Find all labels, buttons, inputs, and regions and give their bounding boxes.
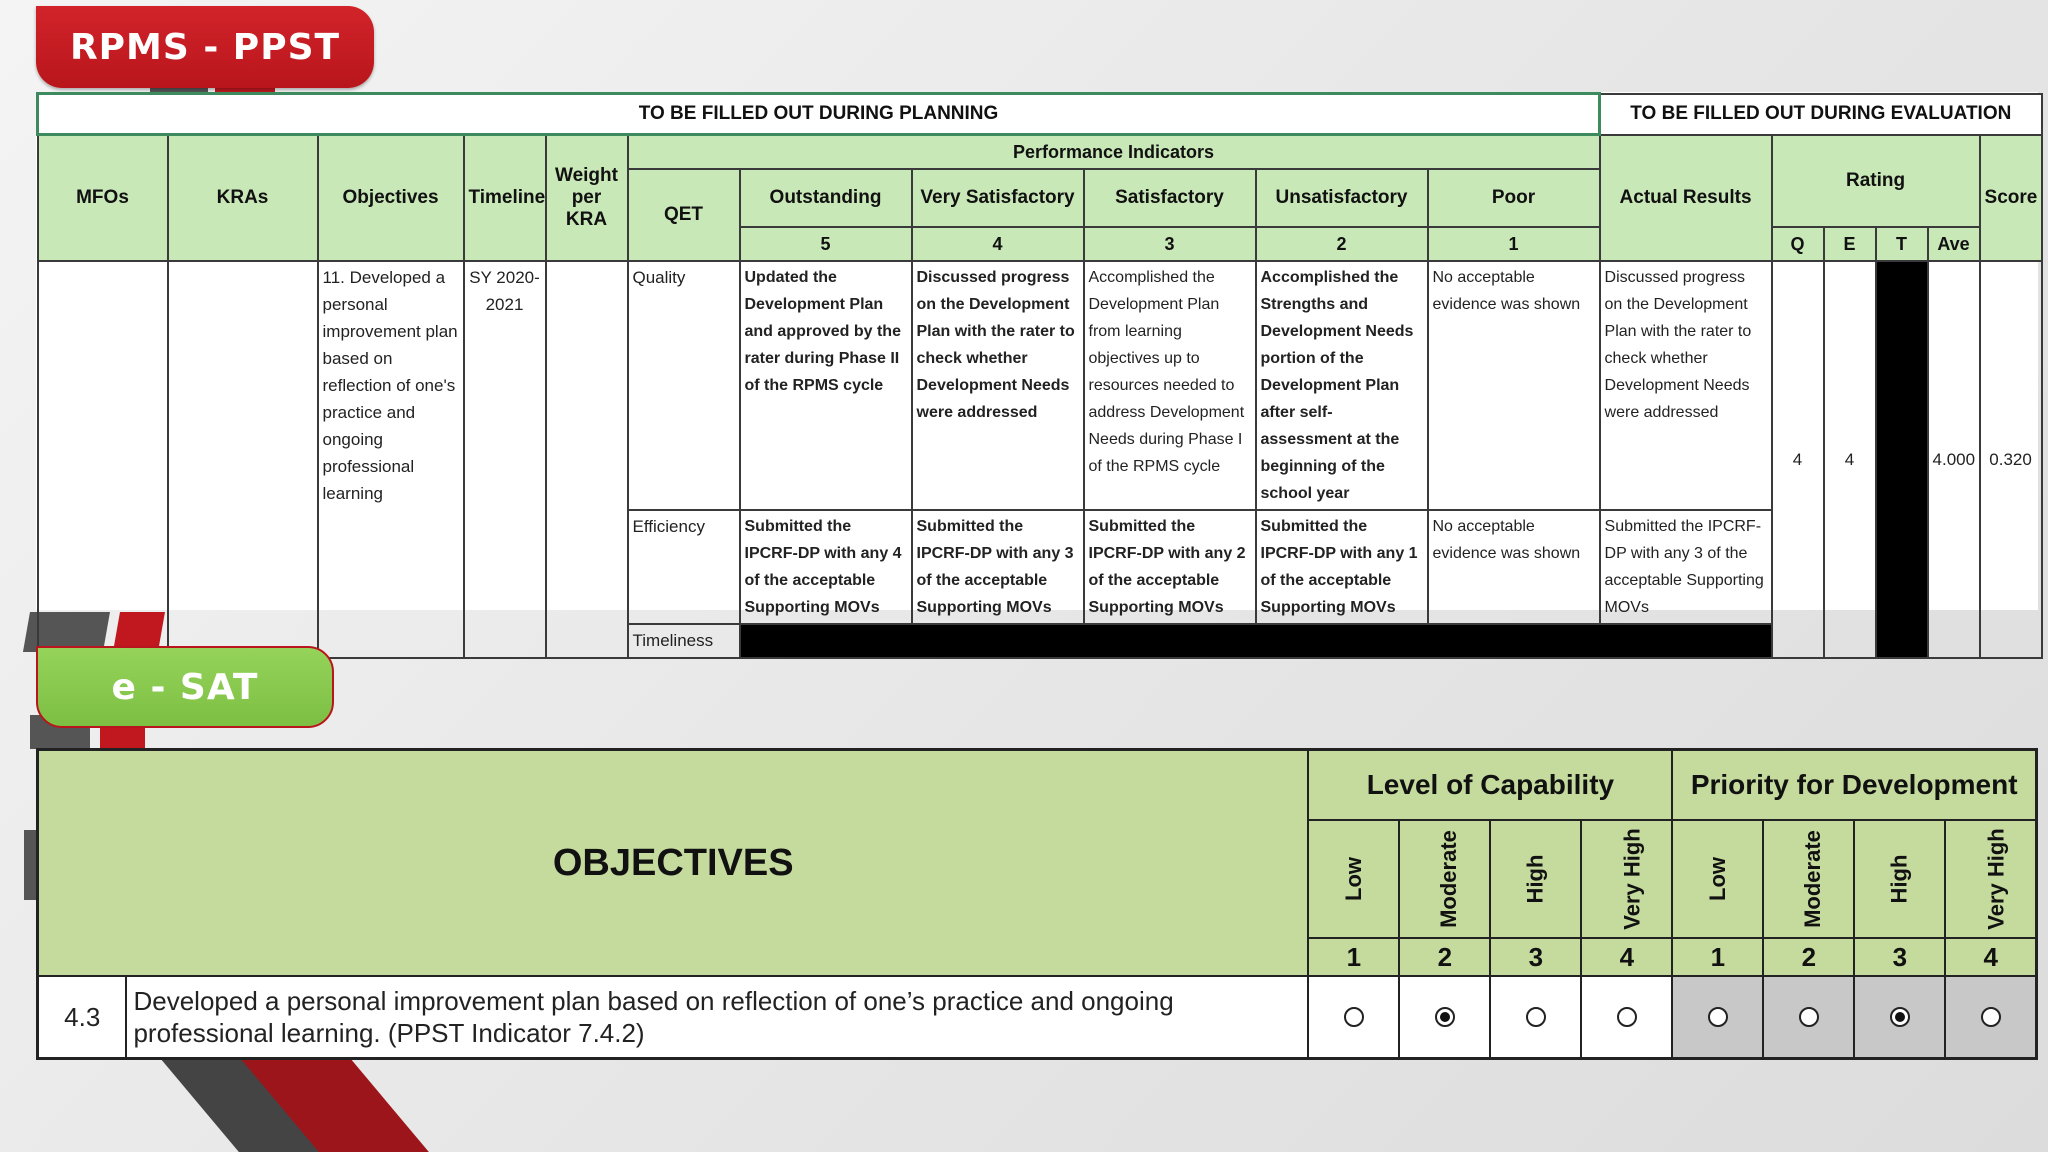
quality-outstanding: Updated the Development Plan and approved by the rater during Phase II of the RPMS cycle xyxy=(740,261,912,510)
level-num: 3 xyxy=(1084,227,1256,261)
level-num: 4 xyxy=(912,227,1084,261)
efficiency-satisfactory: Submitted the IPCRF-DP with any 2 of the acceptable Supporting MOVs xyxy=(1084,510,1256,624)
timeline-cell: SY 2020-2021 xyxy=(464,261,546,658)
priority-very-high-label: Very High xyxy=(1945,820,2036,938)
header-performance-indicators: Performance Indicators xyxy=(628,135,1600,170)
level-num: 5 xyxy=(740,227,912,261)
level-radio-cell xyxy=(1581,976,1672,1059)
quality-actual-result: Discussed progress on the Development Plan with the rater to check whether Development Needs were addressed xyxy=(1600,261,1772,510)
header-mfos: MFOs xyxy=(38,135,168,262)
scale-num: 3 xyxy=(1854,938,1945,976)
level-num: 2 xyxy=(1256,227,1428,261)
rating-t-header: T xyxy=(1876,227,1928,261)
level-moderate-label: Moderate xyxy=(1399,820,1490,938)
scale-num: 2 xyxy=(1763,938,1854,976)
planning-band: TO BE FILLED OUT DURING PLANNING xyxy=(38,94,1600,135)
header-very-satisfactory: Very Satisfactory xyxy=(912,169,1084,227)
scale-num: 4 xyxy=(1945,938,2036,976)
objective-row-number: 4.3 xyxy=(38,976,127,1059)
header-weight: Weight per KRA xyxy=(546,135,628,262)
priority-radio-cell xyxy=(1854,976,1945,1059)
timeliness-blacked-out xyxy=(740,624,1772,658)
header-qet: QET xyxy=(628,169,740,261)
priority-radio-cell xyxy=(1763,976,1854,1059)
objective-cell: 11. Developed a personal improvement plan based on reflection of one's practice and ongoing professional learning xyxy=(318,261,464,658)
header-timeline: Timeline xyxy=(464,135,546,262)
rating-q-header: Q xyxy=(1772,227,1824,261)
level-radio-4[interactable] xyxy=(1617,1007,1637,1027)
rating-e-value: 4 xyxy=(1824,261,1876,658)
weight-cell xyxy=(546,261,628,658)
priority-moderate-label: Moderate xyxy=(1763,820,1854,938)
mfos-cell xyxy=(38,261,168,658)
quality-satisfactory: Accomplished the Development Plan from learning objectives up to resources needed to address Development Needs during Phase I of the RPMS cycle xyxy=(1084,261,1256,510)
level-very-high-label: Very High xyxy=(1581,820,1672,938)
priority-low-label: Low xyxy=(1672,820,1763,938)
scale-num: 4 xyxy=(1581,938,1672,976)
header-poor: Poor xyxy=(1428,169,1600,227)
efficiency-actual-result: Submitted the IPCRF-DP with any 3 of the acceptable Supporting MOVs xyxy=(1600,510,1772,624)
header-outstanding: Outstanding xyxy=(740,169,912,227)
scale-num: 2 xyxy=(1399,938,1490,976)
level-num: 1 xyxy=(1428,227,1600,261)
esat-table xyxy=(36,748,2038,1060)
level-radio-1[interactable] xyxy=(1344,1007,1364,1027)
header-rating: Rating xyxy=(1772,135,1980,228)
priority-radio-cell xyxy=(1672,976,1763,1059)
level-radio-cell xyxy=(1308,976,1399,1059)
qet-quality: Quality xyxy=(628,261,740,510)
level-high-label: High xyxy=(1490,820,1581,938)
rating-ave-value: 4.000 xyxy=(1928,261,1980,658)
priority-radio-1[interactable] xyxy=(1708,1007,1728,1027)
priority-radio-3[interactable] xyxy=(1890,1007,1910,1027)
efficiency-outstanding: Submitted the IPCRF-DP with any 4 of the acceptable Supporting MOVs xyxy=(740,510,912,624)
header-kras: KRAs xyxy=(168,135,318,262)
header-actual-results: Actual Results xyxy=(1600,135,1772,262)
rpms-table-panel xyxy=(36,92,2038,650)
esat-table-panel xyxy=(36,748,2038,1060)
esat-tag: e - SAT xyxy=(36,646,334,728)
level-radio-cell xyxy=(1399,976,1490,1059)
priority-radio-2[interactable] xyxy=(1799,1007,1819,1027)
score-value: 0.320 xyxy=(1980,261,2042,658)
quality-unsatisfactory: Accomplished the Strengths and Development Needs portion of the Development Plan after self-assessment at the beginning of the school year xyxy=(1256,261,1428,510)
header-unsatisfactory: Unsatisfactory xyxy=(1256,169,1428,227)
level-radio-cell xyxy=(1490,976,1581,1059)
level-radio-2[interactable] xyxy=(1435,1007,1455,1027)
priority-high-label: High xyxy=(1854,820,1945,938)
efficiency-very-satisfactory: Submitted the IPCRF-DP with any 3 of the acceptable Supporting MOVs xyxy=(912,510,1084,624)
rating-q-value: 4 xyxy=(1772,261,1824,658)
rating-t-value xyxy=(1876,261,1928,658)
qet-efficiency: Efficiency xyxy=(628,510,740,624)
priority-radio-cell xyxy=(1945,976,2036,1059)
efficiency-unsatisfactory: Submitted the IPCRF-DP with any 1 of the acceptable Supporting MOVs xyxy=(1256,510,1428,624)
kras-cell xyxy=(168,261,318,658)
scale-num: 1 xyxy=(1308,938,1399,976)
qet-timeliness: Timeliness xyxy=(628,624,740,658)
scale-num: 3 xyxy=(1490,938,1581,976)
level-low-label: Low xyxy=(1308,820,1399,938)
header-objectives: Objectives xyxy=(318,135,464,262)
header-satisfactory: Satisfactory xyxy=(1084,169,1256,227)
level-of-capability-header: Level of Capability xyxy=(1308,750,1672,821)
quality-poor: No acceptable evidence was shown xyxy=(1428,261,1600,510)
objective-row-text: Developed a personal improvement plan based on reflection of one’s practice and ongoing professional learning. (PPST Indicator 7.4.2) xyxy=(126,976,1308,1059)
level-radio-3[interactable] xyxy=(1526,1007,1546,1027)
priority-for-development-header: Priority for Development xyxy=(1672,750,2036,821)
priority-radio-4[interactable] xyxy=(1981,1007,2001,1027)
efficiency-poor: No acceptable evidence was shown xyxy=(1428,510,1600,624)
header-score: Score xyxy=(1980,135,2042,262)
objectives-header: OBJECTIVES xyxy=(38,750,1309,977)
rpms-table xyxy=(36,92,2043,659)
rating-e-header: E xyxy=(1824,227,1876,261)
quality-very-satisfactory: Discussed progress on the Development Plan with the rater to check whether Development Needs were addressed xyxy=(912,261,1084,510)
rpms-ppst-tag: RPMS - PPST xyxy=(36,6,374,88)
rating-ave-header: Ave xyxy=(1928,227,1980,261)
scale-num: 1 xyxy=(1672,938,1763,976)
evaluation-band: TO BE FILLED OUT DURING EVALUATION xyxy=(1600,94,2042,135)
